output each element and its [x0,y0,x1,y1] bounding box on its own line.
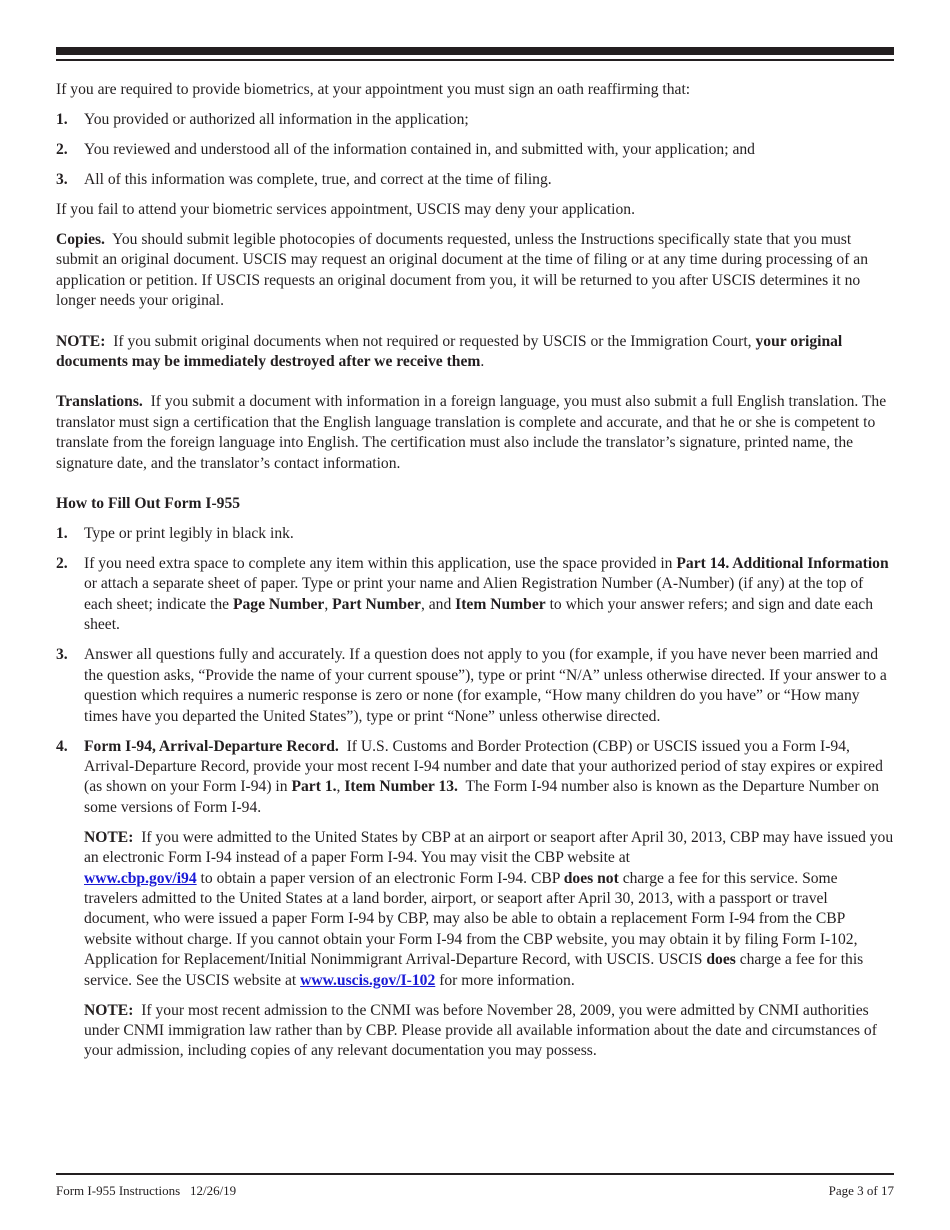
copies-label: Copies. [56,231,105,248]
item-number: 3. [56,171,68,188]
page-footer [56,1182,894,1200]
copies-text: You should submit legible photocopies of documents requested, unless the Instructions specifically state that you must submit an original document. USCIS may request an original document at the time of filing or at any time during processing of an application or petition. If USCIS requests an original document from you, it will be returned to you after USCIS determines it no longer needs your original. [56,231,869,310]
item-number: 1. [56,525,68,543]
note-label: NOTE: [56,332,106,350]
item-number: 2. [56,555,68,573]
page-content [56,80,894,1071]
item-text: Type or print legibly in black ink. [84,525,294,543]
top-rule-thin [56,59,894,61]
cbp-note: NOTE: If you were admitted to the United States by CBP at an airport or seaport after April 30, 2013, CBP may have issued you an electronic Form I-94 instead of a paper Form I-94. You may visit the CBP website at www.cbp.gov/i94 to obtain a paper version of an electronic Form I-94. CBP does not charge a fee for this service. Some travelers admitted to the United States at a land border, airport, or seaport after April 30, 2013, with a passport or travel document, who were issued a paper Form I-94 by CBP, may also be able to obtain a replacement Form I-94 from the CBP website without charge. If you cannot obtain your Form I-94 from the CBP website, you may obtain it by filing Form I-102, Application for Replacement/Initial Nonimmigrant Arrival-Departure Record, with USCIS. USCIS does charge a fee for this service. See the USCIS website at www.uscis.gov/I-102 for more information. [84,828,894,989]
instruction-item [56,524,894,544]
translations-paragraph [56,392,894,474]
biometrics-intro: If you are required to provide biometrics, at your appointment you must sign an oath reaffirming that: [56,81,691,98]
top-rule-thick [56,47,894,55]
original-documents-note: NOTE: If you submit original documents when not required or requested by USCIS or the Immigration Court, your original documents may be immediately destroyed after we receive them. [56,332,843,371]
uscis-i102-link[interactable]: www.uscis.gov/I-102 [300,971,436,989]
fail-to-attend-text: If you fail to attend your biometric services appointment, USCIS may deny your application. [56,201,636,218]
instruction-item [56,737,894,819]
item-text: You reviewed and understood all of the information contained in, and submitted with, your application; and [84,141,755,158]
footer-rule [56,1173,894,1175]
page-number: Page 3 of 17 [828,1183,894,1198]
note-label: NOTE: [84,828,134,846]
translations-text: If you submit a document with information in a foreign language, you must also submit a full English translation. The translator must sign a certification that the English language translation is complete and accurate, and that he or she is competent to translate from the foreign language into English. The certification must also include the translator’s signature, printed name, the signature date, and the translator’s contact information. [56,393,887,472]
instruction-item [56,554,894,636]
item-text: You provided or authorized all information in the application; [84,111,469,128]
item-text: If you need extra space to complete any item within this application, use the space provided in Part 14. Additional Information or attach a separate sheet of paper. Type or print your name and Alien Registration Number (A-Number) (if any) at the top of each sheet; indicate the Page Number, Part Number, and Item Number to which your answer refers; and sign and date each sheet. [84,555,889,634]
item-number: 2. [56,141,68,158]
instruction-item [56,645,894,727]
cnmi-note: NOTE: If your most recent admission to the CNMI was before November 28, 2009, you were admitted by CNMI authorities under CNMI immigration law rather than by CBP. Please provide all available information about the date and circumstances of your admission, including copies of any relevant documentation you may possess. [84,1001,877,1060]
translations-label: Translations. [56,393,143,411]
oath-item [56,140,894,160]
copies-paragraph [56,230,894,312]
oath-item [56,110,894,130]
item-text: All of this information was complete, true, and correct at the time of filing. [84,171,552,188]
item-number: 4. [56,737,68,755]
cbp-i94-link[interactable]: www.cbp.gov/i94 [84,869,197,887]
item-text: Answer all questions fully and accurately. If a question does not apply to you (for example, if you have never been married and the question asks, “Provide the name of your current spouse”), type or print “N/A” unless otherwise directed. If your answer to a question which requires a numeric response is zero or none (for example, “How many children do you have” or “How many times have you departed the United States”), type or print “None” unless otherwise directed. [84,646,887,725]
note-label: NOTE: [84,1001,134,1019]
section-heading: How to Fill Out Form I-955 [56,495,241,513]
note-emphasis: your original documents may be immediately destroyed after we receive them [56,332,843,371]
oath-item [56,170,894,190]
footer-form-id: Form I-955 Instructions 12/26/19 [56,1183,237,1198]
item-number: 1. [56,111,68,128]
item-text: Form I-94, Arrival-Departure Record. If U.S. Customs and Border Protection (CBP) or USCIS issued you a Form I-94, Arrival-Departure Record, provide your most recent I-94 number and date that your authorized period of stay expires or expired (as shown on your Form I-94) in Part 1., Item Number 13. The Form I-94 number also is known as the Departure Number on some versions of Form I-94. [84,737,883,816]
item-number: 3. [56,646,68,664]
